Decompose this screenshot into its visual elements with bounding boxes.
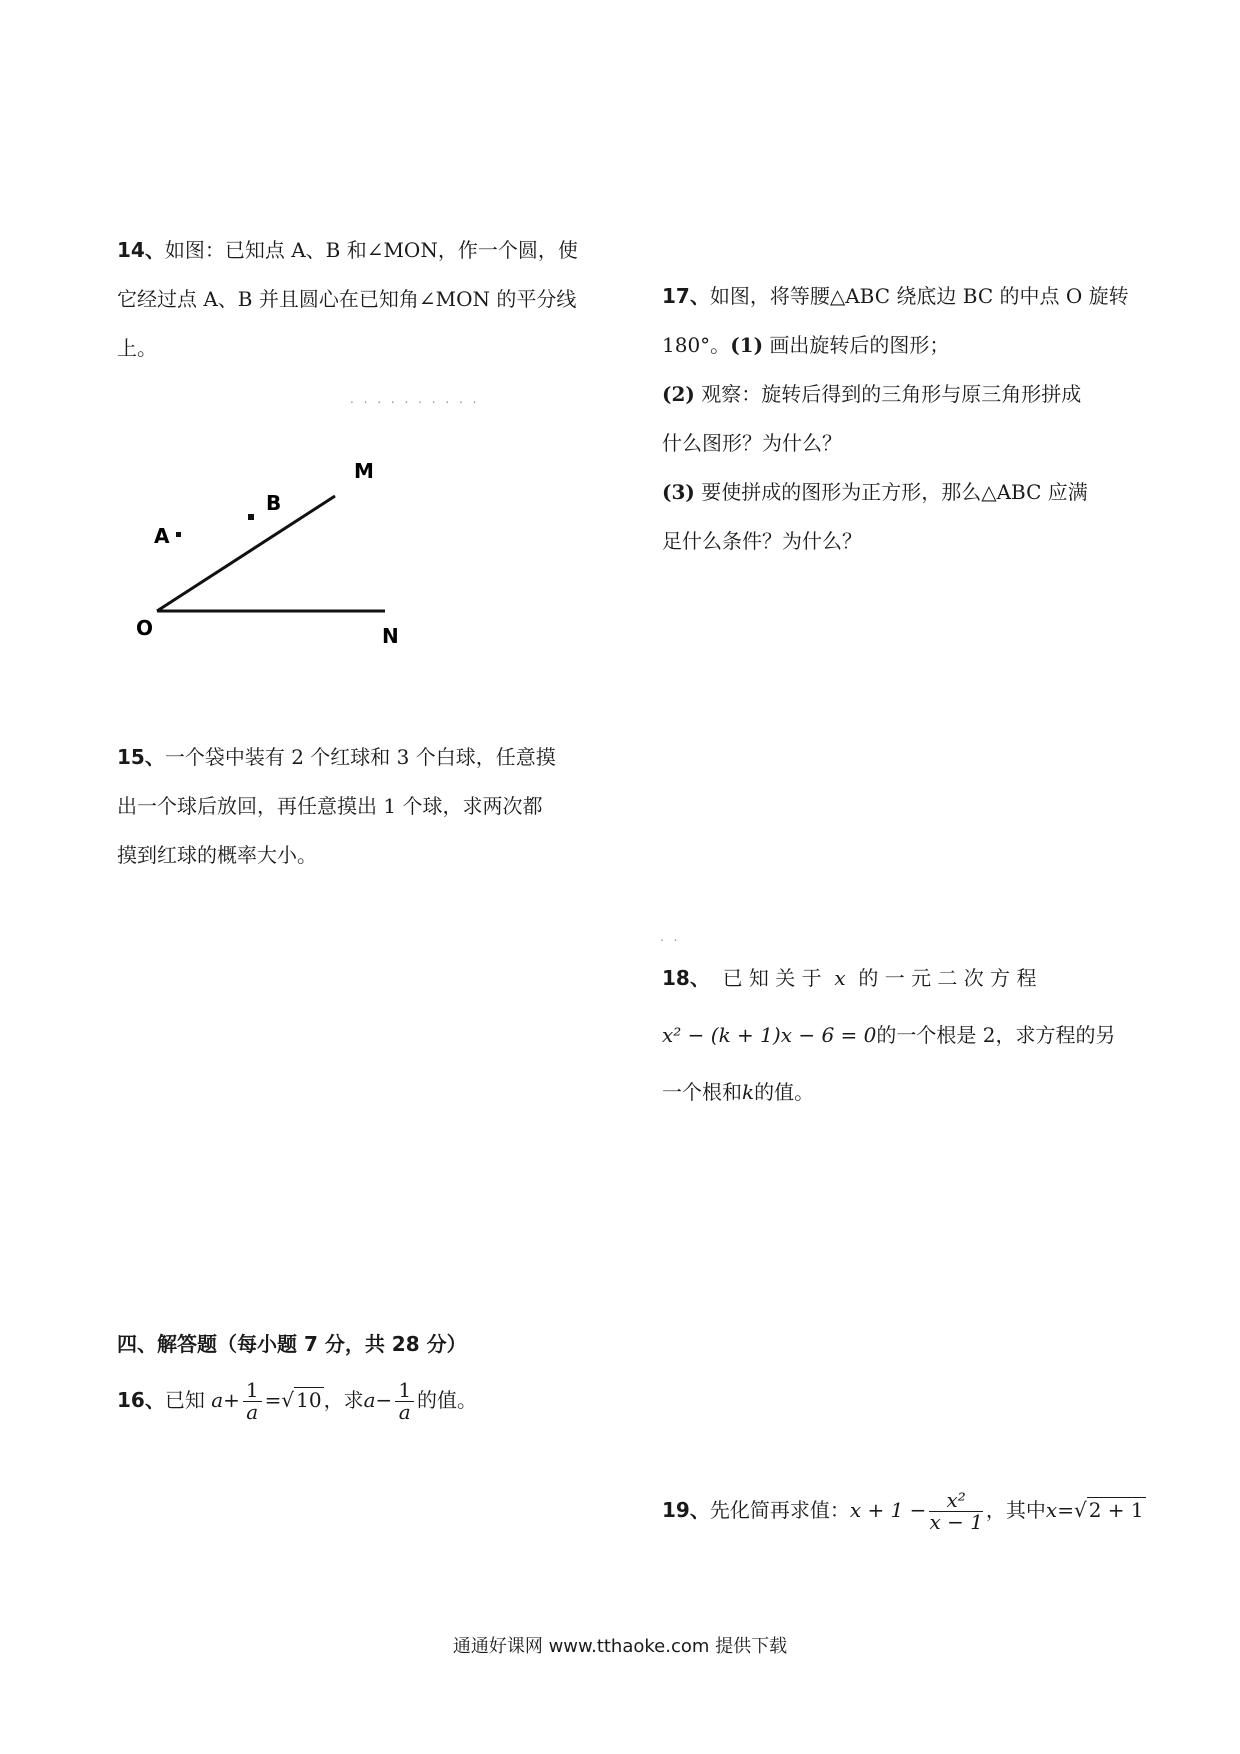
question-18	[662, 950, 1132, 1121]
fraction: $\frac{1}{a}$	[395, 1380, 414, 1423]
page-footer: 通通好课网 www.tthaoke.com 提供下载	[452, 1636, 788, 1657]
question-15	[117, 733, 587, 880]
square-root: √ 2 + 1	[1073, 1498, 1144, 1522]
question-number: 18、	[662, 966, 710, 990]
faint-dots: . . . . . . . . . .	[350, 392, 480, 406]
ray-om	[157, 496, 335, 611]
question-17-line-5: (3) 要使拼成的图形为正方形，那么△ABC 应满	[662, 480, 1088, 504]
question-15-line-3: 摸到红球的概率大小。	[117, 843, 317, 867]
question-number: 14、	[117, 238, 165, 262]
label-n: N	[382, 624, 399, 648]
angle-mon-figure	[130, 440, 430, 690]
fraction: $\frac{\text{x²}}{x - 1}$	[929, 1488, 983, 1534]
section-4-heading: 四、解答题（每小题 7 分，共 28 分）	[117, 1332, 467, 1356]
question-17-line-2: 180°。(1) 画出旋转后的图形；	[662, 333, 950, 357]
question-15-line-2: 出一个球后放回，再任意摸出 1 个球，求两次都	[117, 794, 543, 818]
label-o: O	[136, 616, 154, 640]
question-19: 19、先化简再求值：x + 1 − $\frac{\text{x²}}{x - 1}$ ，其中x=√ 2 + 1	[662, 1480, 1182, 1540]
question-15-line-1: 15、一个袋中装有 2 个红球和 3 个白球，任意摸	[117, 745, 556, 769]
question-17-line-3: (2) 观察：旋转后得到的三角形与原三角形拼成	[662, 382, 1082, 406]
point-b	[248, 514, 254, 520]
question-18-line-3: 一个根和k的值。	[662, 1080, 815, 1104]
label-a: A	[154, 524, 170, 548]
fraction: $\frac{1}{a}$	[243, 1380, 262, 1423]
label-m: M	[354, 459, 374, 483]
square-root: √ 10	[281, 1388, 322, 1412]
question-14	[117, 226, 587, 373]
label-b: B	[266, 491, 282, 515]
question-number: 19、	[662, 1498, 710, 1522]
question-17-line-4: 什么图形？为什么？	[662, 431, 842, 455]
question-16: 16、已知 a+ $\frac{1}{a}$ =√ 10 ，求a− $\frac{1}{a}$ 的值。	[117, 1370, 677, 1430]
question-14-line-1: 14、如图：已知点 A、B 和∠MON，作一个圆，使	[117, 238, 578, 262]
question-number: 15、	[117, 745, 165, 769]
faint-dots: . .	[660, 930, 681, 944]
question-18-line-2: x² − (k + 1)x − 6 = 0的一个根是 2，求方程的另	[662, 1023, 1116, 1047]
question-18-line-1: 18、 已 知 关 于 x 的 一 元 二 次 方 程	[662, 966, 1037, 990]
question-14-line-3: 上。	[117, 336, 157, 360]
question-number: 17、	[662, 284, 710, 308]
point-a	[176, 532, 181, 537]
question-17-line-1: 17、如图，将等腰△ABC 绕底边 BC 的中点 O 旋转	[662, 284, 1129, 308]
question-14-line-2: 它经过点 A、B 并且圆心在已知角∠MON 的平分线	[117, 287, 577, 311]
question-17	[662, 272, 1132, 566]
question-number: 16、	[117, 1388, 165, 1412]
question-17-line-6: 足什么条件？为什么？	[662, 529, 862, 553]
